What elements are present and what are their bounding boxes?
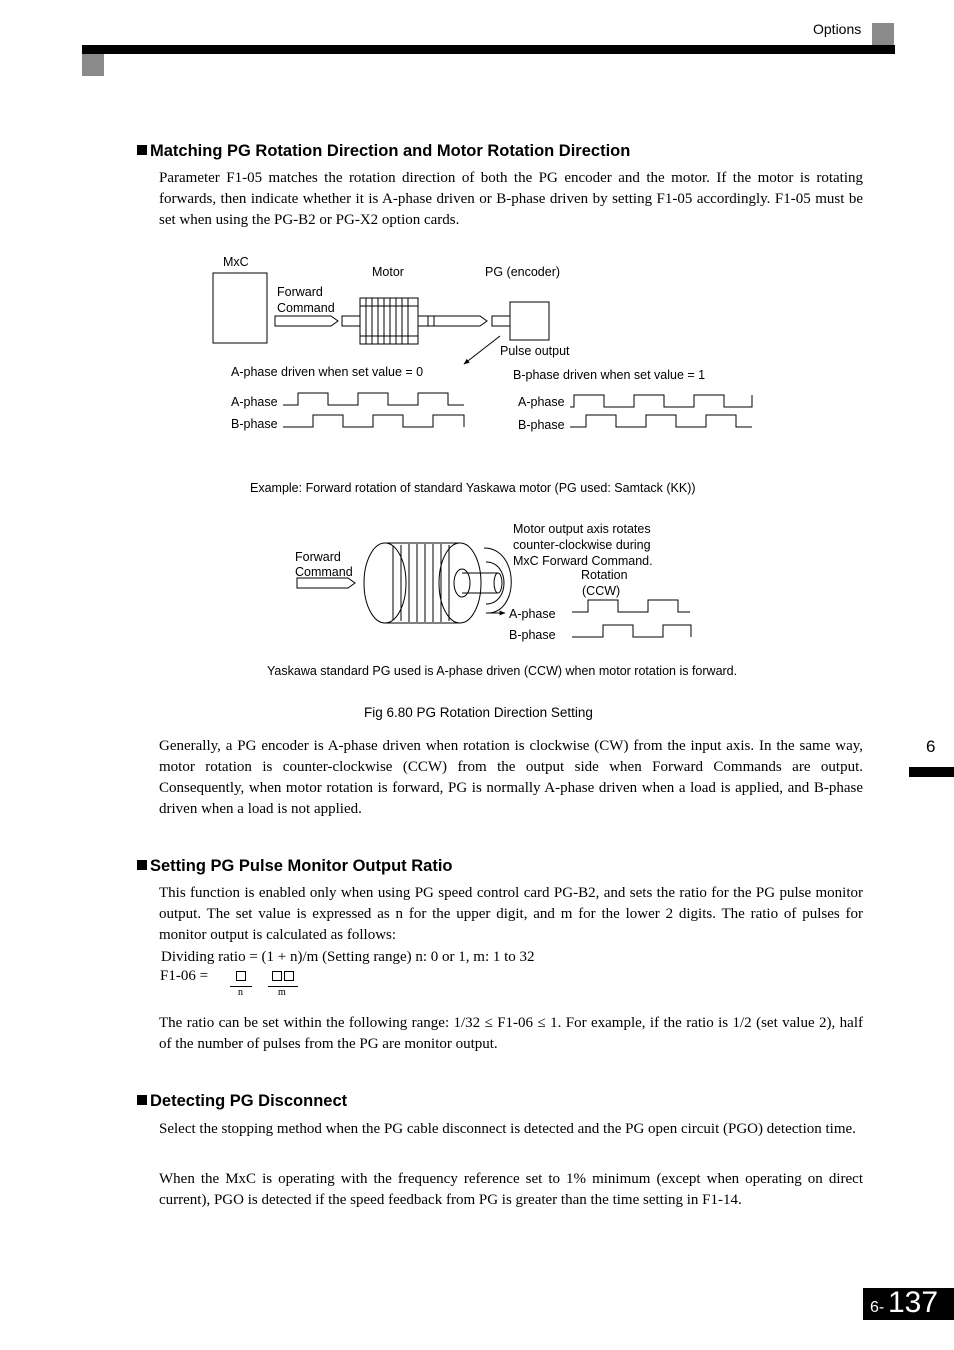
fig-example-ccw: (CCW) xyxy=(582,584,621,598)
formula-n-digit-box xyxy=(236,971,246,981)
motor-body xyxy=(360,298,418,344)
chapter-tab-number: 6 xyxy=(926,737,936,756)
paragraph-ratio-range: The ratio can be set within the following range: 1/32 ≤ F1-06 ≤ 1. For example, if the ratio is 1/2 (set value 2), half of the number of pulses from the PG are monitor output. xyxy=(159,1015,863,1052)
fig-label-b-driven: B-phase driven when set value = 1 xyxy=(513,368,706,382)
fig-label-a-phase-right: A-phase xyxy=(518,395,565,409)
fig-example-b-phase: B-phase xyxy=(509,628,556,642)
fig-label-a-phase-left: A-phase xyxy=(231,395,278,409)
fig-example-command: Command xyxy=(295,565,353,579)
fig-example-forward: Forward xyxy=(295,550,341,564)
section-title: Matching PG Rotation Direction and Motor Rotation Direction xyxy=(150,142,631,160)
example-forward-arrow-icon xyxy=(297,578,355,588)
page-number-box xyxy=(863,1288,954,1320)
fig-label-pg: PG (encoder) xyxy=(485,265,561,279)
fig-label-pulse-output: Pulse output xyxy=(500,344,570,358)
section-heading-pulse-monitor xyxy=(137,857,453,876)
waveform-b-left xyxy=(283,415,464,427)
fig-label-mxc: MxC xyxy=(223,255,249,269)
example-waveform-a xyxy=(572,600,690,612)
fig-example-axis-2: counter-clockwise during xyxy=(513,538,651,552)
fig-label-a-driven: A-phase driven when set value = 0 xyxy=(231,365,424,379)
fig-label-b-phase-right: B-phase xyxy=(518,418,565,432)
paragraph-pulse-monitor: This function is enabled only when using PG speed control card PG-B2, and sets the ratio for the PG pulse monitor output. The set value is expressed as n for the upper digit, and m for the lower 2 digits. The ratio of pulses for monitor output is calculated as follows: xyxy=(159,885,863,943)
figure-caption: Fig 6.80 PG Rotation Direction Setting xyxy=(364,705,593,720)
waveform-b-right xyxy=(570,415,752,427)
header-section-label: Options xyxy=(813,21,862,37)
paragraph-disconnect-2: When the MxC is operating with the frequency reference set to 1% minimum (except when operating on direct current), PGO is detected if the speed feedback from PG is greater than the time setting in F1-14. xyxy=(159,1171,863,1208)
motor-to-pg-arrow-icon xyxy=(428,316,487,326)
header-gray-square-lower xyxy=(82,54,104,76)
page-number: 137 xyxy=(888,1286,939,1319)
section-title: Detecting PG Disconnect xyxy=(150,1092,348,1110)
header-gray-square xyxy=(872,23,894,45)
formula-m-digit-box-2 xyxy=(284,971,294,981)
chapter-tab-bar xyxy=(909,767,954,777)
fig-example-note: Yaskawa standard PG used is A-phase driven (CCW) when motor rotation is forward. xyxy=(267,664,738,678)
waveform-a-right xyxy=(570,395,752,407)
paragraph-disconnect-1: Select the stopping method when the PG cable disconnect is detected and the PG open circuit (PGO) detection time. xyxy=(159,1121,856,1137)
formula-dividing-ratio: Dividing ratio = (1 + n)/m (Setting range) n: 0 or 1, m: 1 to 32 xyxy=(161,949,535,965)
pg-encoder-box xyxy=(510,302,549,340)
fig-example-axis-3: MxC Forward Command. xyxy=(513,554,653,568)
section-heading-pg-disconnect xyxy=(137,1092,347,1111)
paragraph-matching: Parameter F1-05 matches the rotation direction of both the PG encoder and the motor. If the motor is rotating forwards, then indicate whether it is A-phase driven or B-phase driven by setting F1-05 accordingly. F1-05 must be set when using the PG-B2 or PG-X2 option cards. xyxy=(159,170,863,228)
header-rule xyxy=(82,45,895,54)
formula-f1-06-label: F1-06 = xyxy=(160,968,209,984)
bullet-square-icon xyxy=(137,145,147,155)
section-heading-matching xyxy=(137,142,630,161)
section-title: Setting PG Pulse Monitor Output Ratio xyxy=(150,857,453,875)
fig-label-forward: Forward xyxy=(277,285,323,299)
fig-label-motor: Motor xyxy=(372,265,404,279)
formula-m-label: m xyxy=(278,987,286,998)
fig-example-axis-1: Motor output axis rotates xyxy=(513,522,651,536)
forward-arrow-icon xyxy=(275,316,338,326)
example-waveform-b xyxy=(572,625,691,637)
fig-label-b-phase-left: B-phase xyxy=(231,417,278,431)
fig-example-rotation: Rotation xyxy=(581,568,628,582)
formula-m-digit-box-1 xyxy=(272,971,282,981)
formula-n-label: n xyxy=(238,987,243,998)
bullet-square-icon xyxy=(137,1095,147,1105)
waveform-a-left xyxy=(283,393,464,405)
bullet-square-icon xyxy=(137,860,147,870)
fig-label-command: Command xyxy=(277,301,335,315)
mxc-box xyxy=(213,273,267,343)
fig-example-title: Example: Forward rotation of standard Yaskawa motor (PG used: Samtack (KK)) xyxy=(250,481,696,495)
fig-example-a-phase: A-phase xyxy=(509,607,556,621)
paragraph-general: Generally, a PG encoder is A-phase driven when rotation is clockwise (CW) from the input axis. In the same way, motor rotation is counter-clockwise (CCW) from the output side when Forward Commands are output. Consequently, when motor rotation is forward, PG is normally A-phase driven when a load is applied, and B-phase driven when a load is not applied. xyxy=(159,738,863,817)
page-number-prefix: 6- xyxy=(870,1299,885,1316)
example-motor-drawing xyxy=(364,543,511,623)
